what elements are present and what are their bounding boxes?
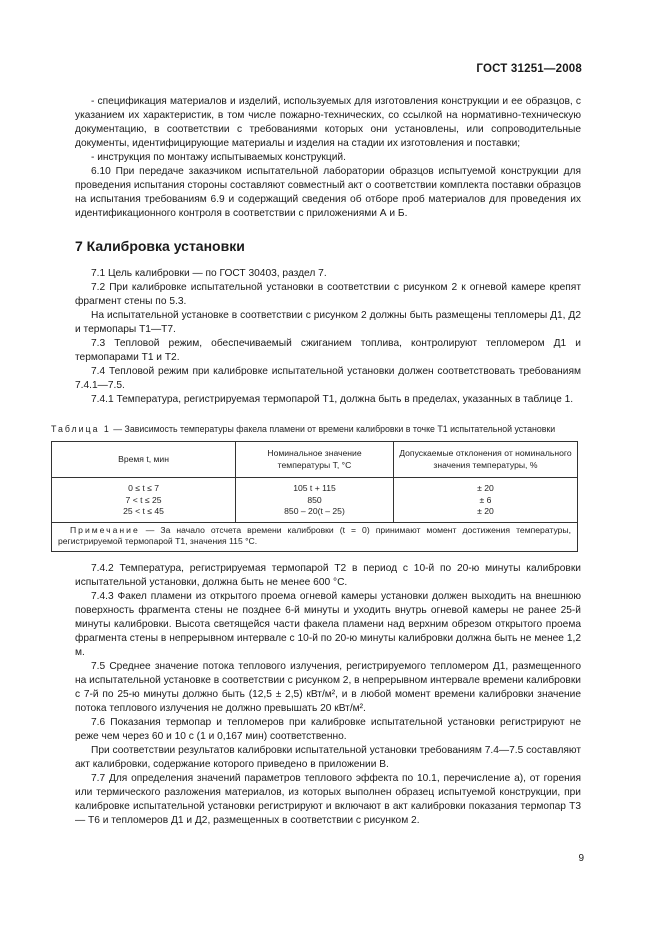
table-row (52, 495, 578, 507)
paragraph: 7.7 Для определения значений параметров теплового эффекта по 10.1, перечисление а), от горения или термического разложения материалов, из которых выполнен образец испытуемой конструкции, при калибровке испытательной установки регистрируют и включают в акт калибровки показания термопар Т3 — Т6 и тепломеров Д1 и Д2, размещенных в соответствии с рисунком 2. (75, 772, 581, 826)
paragraph: 7.5 Среднее значение потока теплового излучения, регистрируемого тепломером Д1, размещенного на испытательной установке в соответствии с рисунком 2, в непрерывном интервале времени калибровки с 7-й по 25-ю минуты должно быть (12,5 ± 2,5) кВт/м², и в любой момент времени калибровки значение потока теплового излучения не должно превышать 20 кВт/м². (75, 660, 581, 714)
table-cell: 850 (236, 495, 394, 507)
section-title: 7 Калибровка установки (75, 238, 245, 254)
table-caption-text: — Зависимость температуры факела пламени от времени калибровки в точке Т1 испытательной установки (110, 424, 556, 434)
paragraph: При соответствии результатов калибровки испытательной установки требованиям 7.4—7.5 составляют акт калибровки, содержание которого приведено в приложении В. (75, 744, 581, 770)
paragraph: 7.4.3 Факел пламени из открытого проема огневой камеры установки должен выходить на внешнюю поверхность фрагмента стены не позднее 6-й минуты и уходить внутрь огневой камеры не ранее 25-й минуты калибровки. Высота светящейся части факела пламени над верхним обрезом открытого проема фрагмента стены в непрерывном интервале с 10-й по 20-ю минуты калибровки должна быть не менее 1,2 м. (75, 590, 581, 658)
paragraph: 7.6 Показания термопар и тепломеров при калибровке испытательной установки регистрируют не реже чем через 60 и 10 с (1 и 0,167 мин) соответственно. (75, 716, 581, 742)
table-caption-label: Таблица 1 (51, 424, 111, 434)
table-note (52, 522, 578, 551)
paragraph: 7.4.1 Температура, регистрируемая термопарой Т1, должна быть в пределах, указанных в таблице 1. (91, 394, 574, 405)
paragraph: 7.1 Цель калибровки — по ГОСТ 30403, раздел 7. (91, 268, 327, 279)
standard-header: ГОСТ 31251—2008 (476, 63, 582, 75)
table-note-label: Примечание (70, 524, 140, 535)
table-row (52, 478, 578, 495)
paragraph: 7.4 Тепловой режим при калибровке испытательной установки должен соответствовать требованиям 7.4.1—7.5. (75, 366, 581, 391)
page-number: 9 (578, 853, 584, 864)
paragraph: На испытательной установке в соответствии с рисунком 2 должны быть размещены тепломеры Д1, Д2 и термопары Т1—Т7. (75, 310, 581, 335)
table-header: Допускаемые отклонения от номинального значения температуры, % (393, 442, 577, 478)
paragraph: 7.4.2 Температура, регистрируемая термопарой Т2 в период с 10-й по 20-ю минуты калибровки испытательной установки, должна быть не менее 600 °С. (75, 562, 581, 588)
paragraph: 7.3 Тепловой режим, обеспечиваемый сжиганием топлива, контролируют тепломером Д1 и термопарами Т1 и Т2. (75, 338, 581, 363)
table-cell: 105 t + 115 (236, 478, 394, 495)
table-cell: 0 ≤ t ≤ 7 (52, 478, 236, 495)
paragraph: 6.10 При передаче заказчиком испытательной лаборатории образцов испытуемой конструкции для проведения испытания стороны составляют совместный акт о соответствии комплекта поставки образцов на испытания требованиям 6.9 и содержащий сведения об отборе проб материалов для проведения их идентификационного контроля в соответствии с приложениями А и Б. (75, 166, 581, 219)
table-cell: 25 < t ≤ 45 (52, 506, 236, 522)
paragraph: 7.2 При калибровке испытательной установки в соответствии с рисунком 2 к огневой камере крепят фрагмент стены по 5.3. (75, 282, 581, 307)
table-cell: ± 6 (393, 495, 577, 507)
paragraph: - спецификация материалов и изделий, используемых для изготовления конструкции и ее образцов, с указанием их характеристик, в том числе пожарно-технических, со ссылкой на нормативно-техническую документацию, в соответствии с требованиями которых они установлены, или сопроводительные документы, идентифицирующие материалы и изделия на стадии их изготовления и поставки; (75, 96, 581, 149)
table-header: Номинальное значение температуры T, °С (236, 442, 394, 478)
page-content (51, 95, 581, 828)
table-note-text: — За начало отсчета времени калибровки (t = 0) принимают момент достижения температуры, регистрируемой термопарой Т1, значения 115 °С. (58, 524, 571, 546)
table-cell: ± 20 (393, 506, 577, 522)
paragraph: - инструкция по монтажу испытываемых конструкций. (91, 152, 346, 163)
table-caption (51, 423, 581, 435)
table-cell: 7 < t ≤ 25 (52, 495, 236, 507)
table-cell: ± 20 (393, 478, 577, 495)
calibration-table (51, 441, 578, 552)
table-row (52, 506, 578, 522)
table-cell: 850 – 20(t – 25) (236, 506, 394, 522)
table-header: Время t, мин (52, 442, 236, 478)
